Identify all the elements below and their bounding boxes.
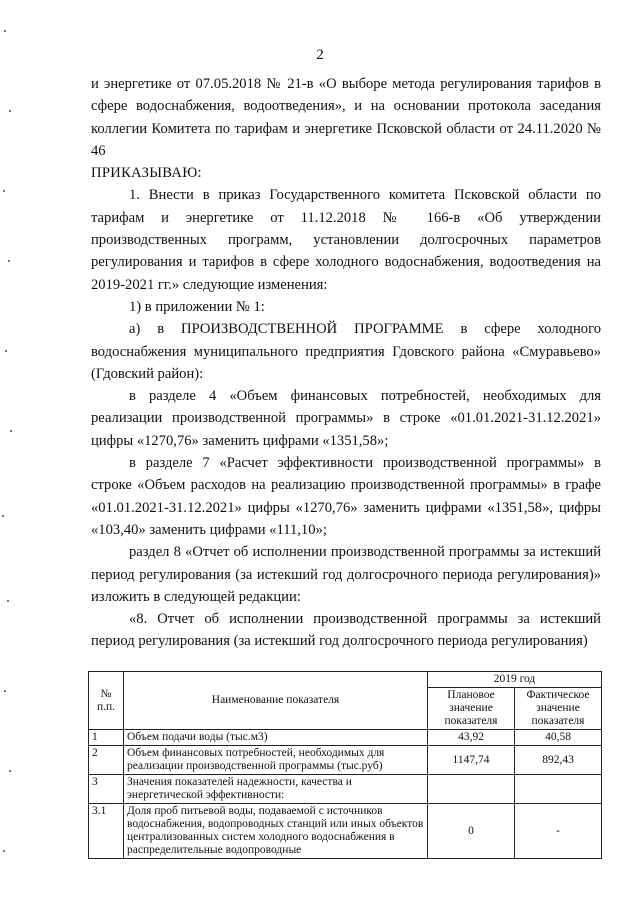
report-table	[88, 671, 602, 859]
row-planned: 0	[428, 804, 515, 859]
header-num: № п.п.	[89, 672, 124, 730]
row-planned	[428, 775, 515, 804]
row-name: Объем подачи воды (тыс.м3)	[124, 730, 428, 746]
row-actual: 892,43	[515, 746, 602, 775]
paragraph: и энергетике от 07.05.2018 № 21-в «О выборе метода регулирования тарифов в сфере водоснабжения, водоотведения», и на основании протокола заседания коллегии Комитета по тарифам и энергетике Псковской области от 24.11.2020 № 46	[91, 76, 601, 159]
row-num: 3	[89, 775, 124, 804]
paragraph: 1. Внести в приказ Государственного комитета Псковской области по тарифам и энергетике от 11.12.2018 № 166-в «Об утверждении производственных программ, установлении долгосрочных параметров регулирования и тарифов в сфере холодного водоснабжения, водоотведения на 2019-2021 гг.» следующие изменения:	[91, 187, 601, 293]
row-name: Объем финансовых потребностей, необходимых для реализации производственной программы (тыс.руб)	[124, 746, 428, 775]
header-actual: Фактическое значение показателя	[515, 688, 602, 730]
page-number: 2	[316, 47, 324, 63]
table-row	[89, 804, 602, 859]
paragraph: раздел 8 «Отчет об исполнении производственной программы за истекший период регулирования (за истекший год долгосрочного периода регулирования)» изложить в следующей редакции:	[91, 544, 601, 605]
row-planned: 43,92	[428, 730, 515, 746]
paragraph: а) в ПРОИЗВОДСТВЕННОЙ ПРОГРАММЕ в сфере холодного водоснабжения муниципального предприятия Гдовского района «Смуравьево» (Гдовский район):	[91, 321, 601, 382]
paragraph: в разделе 7 «Расчет эффективности производственной программы» в строке «Объем расходов на реализацию производственной программы» в графе «01.01.2021-31.12.2021» цифры «1270,76» заменить цифрами «1351,58», цифры «103,40» заменить цифрами «111,10»;	[91, 455, 601, 538]
row-name: Значения показателей надежности, качества и энергетической эффективности:	[124, 775, 428, 804]
row-num: 3.1	[89, 804, 124, 859]
row-actual: -	[515, 804, 602, 859]
header-planned: Плановое значение показателя	[428, 688, 515, 730]
document-body	[91, 73, 601, 653]
row-actual: 40,58	[515, 730, 602, 746]
paragraph: 1) в приложении № 1:	[129, 298, 265, 315]
header-name: Наименование показателя	[124, 672, 428, 730]
table-row	[89, 746, 602, 775]
scan-edge-speckle	[0, 0, 14, 905]
row-actual	[515, 775, 602, 804]
order-heading: ПРИКАЗЫВАЮ:	[91, 165, 202, 182]
row-num: 1	[89, 730, 124, 746]
table-row	[89, 730, 602, 746]
table-row	[89, 775, 602, 804]
row-planned: 1147,74	[428, 746, 515, 775]
header-year: 2019 год	[428, 672, 602, 688]
row-num: 2	[89, 746, 124, 775]
row-name: Доля проб питьевой воды, подаваемой с источников водоснабжения, водопроводных станций или иных объектов централизованных систем холодного водоснабжения в распределительные водопроводные	[124, 804, 428, 859]
paragraph: «8. Отчет об исполнении производственной программы за истекший период регулирования (за истекший год долгосрочного периода регулирования)	[91, 611, 601, 650]
paragraph: в разделе 4 «Объем финансовых потребностей, необходимых для реализации производственной программы» в строке «01.01.2021-31.12.2021» цифры «1270,76» заменить цифрами «1351,58»;	[91, 388, 601, 449]
